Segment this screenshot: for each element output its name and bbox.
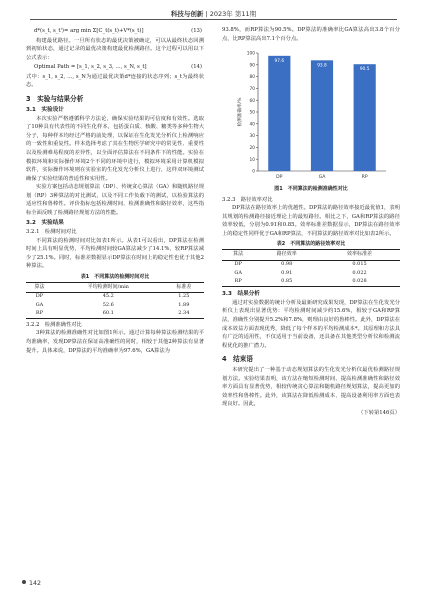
y-tick-label: 40	[249, 122, 255, 128]
table-row	[222, 278, 400, 287]
formula-14-expr: Optimal Path = [s_1, s_2, s_3, …, s_N, s_t]	[34, 64, 147, 71]
table-row	[26, 292, 204, 301]
page-number	[22, 580, 41, 587]
formula-13-expr: d*(s_t, s_t')= arg min Σ[C_t(s_t)+V*(s_t)]	[34, 28, 144, 34]
y-tick-label: 0	[252, 169, 255, 175]
subsection-heading: 3.1 实验设计	[26, 106, 64, 113]
journal-name: 科技与创新	[170, 10, 204, 18]
table-cell: 1.89	[178, 301, 190, 308]
bullet-dot	[22, 580, 26, 584]
y-tick-label: 30	[249, 134, 255, 140]
table-cell: 60.1	[102, 310, 114, 317]
paragraph: 构建最优路径。一旦所有状态的最优决策被确定，可以从最终状态回溯到初始状态，通过记录的最优决策构建最优检测路径。这个过程可以用以下公式表示：	[26, 37, 204, 61]
table-cell: 0.022	[352, 269, 367, 276]
table-row	[26, 310, 204, 319]
table-cell: 2.34	[178, 310, 190, 317]
table-cell: 0.015	[352, 261, 367, 268]
y-tick-label: 50	[249, 110, 255, 116]
continued-note: （下转第146页）	[358, 409, 400, 416]
section-heading: 4 结束语	[222, 355, 253, 364]
y-tick-label: 100	[246, 51, 255, 57]
table-header: 算法	[222, 250, 254, 260]
bar-data-label: 97.6	[274, 58, 285, 64]
subsubsection-heading: 3.2.2 检测准确性对比	[26, 322, 82, 329]
bar-data-label: 93.8	[317, 63, 327, 69]
y-tick-label: 60	[249, 98, 255, 104]
table-cell: RP	[234, 278, 242, 284]
left-column	[26, 26, 204, 355]
table-cell: 1.25	[178, 293, 190, 300]
journal-header: 科技与创新 | 2023年 第11期	[170, 10, 257, 18]
table-header: 路径效率	[254, 250, 319, 260]
table-cell: 0.028	[352, 278, 367, 284]
table-cell: 0.98	[281, 261, 293, 268]
accuracy-chart-svg	[222, 45, 400, 185]
y-tick-label: 70	[249, 87, 255, 93]
table-header: 算法	[26, 282, 53, 292]
paragraph: 不同算法的检测时间对比如表1所示。从表1可以看出，DP算法在检测时间上具有明显优势，平均检测时间较GA算法减少了14.1%，较RP算法减少了25.1%。同时，标准差数据显示DP算法在时间上的稳定性也优于其他2种算法。	[26, 237, 204, 270]
paragraph: 本次实验严格遵循科学方法论，确保实验结果的可信度和有效性。选取了10种具有代表性的不同生化样本，包括蛋白质、核酸、糖类等多种生物大分子，每种样本均经过严格的前处理，以保证在生化发光分析仪上检测响应的一致性和重复性。样本选择考虑了其在生物医学研究中的常见性、重要性以及检测难易程度的差异性，以全面评估算法在不同条件下的性能。实验在模拟环境和实际操作环境2个不同的环境中进行，模拟环境采用计算机模拟软件，实际操作环境则在实验室的生化发光分析仪上进行，这样双环境测试确保了实验结果的普适性和实用性。	[26, 115, 204, 182]
y-axis-label: 检测准确率/%	[238, 97, 243, 127]
y-tick-label: 20	[249, 146, 255, 152]
subsubsection-heading: 3.2.3 路径效率对比	[222, 197, 273, 204]
table-cell: RP	[35, 310, 44, 317]
table-cell: GA	[234, 269, 242, 276]
y-tick-label: 90	[249, 63, 255, 69]
subsection-heading: 3.3 结果分析	[222, 290, 260, 297]
table-cell: GA	[35, 301, 44, 308]
right-column	[222, 26, 400, 417]
paragraph: 3种算法的检测准确性对比如图1所示。通过计算每种算法检测结果的平均准确率，发现DP算法在保证高准确性的同时，相较于其他2种算法有显著提升。具体来说，DP算法的平均准确率为97.6%，GA算法为	[26, 330, 204, 354]
paragraph: 93.8%，而RP算法为90.5%。DP算法的准确率比GA算法高出3.8个百分点，比RP算法高出7.1个百分点。	[222, 27, 400, 42]
bar-rp	[354, 64, 376, 171]
formula-14	[26, 63, 204, 72]
bar-dp	[268, 56, 290, 171]
table-caption: 表1 不同算法的检测时间对比	[80, 273, 150, 280]
paragraph: DP算法在路径效率上的优越性。DP算法的路径效率接近最优值1，表明其规划的检测路径接近理论上的最短路径。相比之下，GA和RP算法的路径效率较低，分别为0.91和0.85。效率标准差数据显示，DP算法在路径效率上的稳定性同样优于GA和RP算法，不同算法的路径效率对比如表2所示。	[222, 205, 400, 237]
paragraph: 式中：s_1, s_2, …, s_N为通过最优决策d*连接的状态序列；s_t为最终状态。	[26, 73, 204, 89]
paragraph: 实验方案包括动态规划算法（DP）、传统贪心算法（GA）和随机路径规划（RP）3种算法的对比测试，以及不同工作负载下的测试，以检验算法的适应性和鲁棒性。评价指标包括检测时间、检测准确性和路径效率，这些指标全面反映了检测路径规划方法的性能。	[26, 184, 204, 216]
table-row	[222, 260, 400, 269]
paragraph: 通过对实验数据的统计分析及最新研究成果发现，DP算法在生化发光分析仪上表现出显著优势：平均检测时间减少约15.6%，相较于GA和RP算法，准确性分别提升5.2%和7.8%，则理由良好的鲁棒性。此外，DP算法在成本效益方面表现优秀，降低了每个样本的平均检测成本*。其原理和方法具有广泛的适用性，不仅适用于当前设备，还具备在其他类型分析仪和检测流程优化的推广潜力。	[222, 299, 400, 349]
figure-caption: 图1 不同算法的检测准确性对比	[274, 186, 348, 193]
table-cell: DP	[234, 261, 242, 268]
table-cell: 0.85	[281, 278, 293, 284]
table-header: 平均检测时间/min	[53, 282, 164, 292]
journal-issue: 2023年 第11期	[209, 10, 257, 18]
table-cell: 52.6	[102, 301, 114, 308]
table-cell: 45.2	[102, 293, 114, 300]
bar-ga	[311, 60, 333, 171]
y-tick-label: 80	[249, 75, 255, 81]
table-row	[222, 269, 400, 277]
bar-data-label: 90.5	[359, 67, 370, 73]
detection-time-table	[26, 282, 204, 319]
header-rule	[30, 19, 397, 20]
page-header	[0, 0, 427, 22]
table-cell: 0.91	[281, 269, 293, 276]
table-header: 标准差	[164, 282, 204, 292]
path-efficiency-table	[222, 249, 400, 286]
formula-13-number: (13)	[191, 28, 202, 34]
accuracy-chart	[222, 45, 400, 185]
table-header: 效率标准差	[319, 250, 400, 260]
paragraph: 本研究提出了一种基于动态规划算法的生化发光分析仪最优检测路径规划方法。实验结果表明，该方法在缩短检测时间、提高检测准确性和路径效率方面具有显著优势，相较传统贪心算法和随机路径规划算法，提高更加的效率性和鲁棒性。此外，该算法在降低检测成本、提高设备利用率方面也表现良好。因此，	[222, 367, 400, 408]
subsubsection-heading: 3.2.1 检测时间对比	[26, 229, 77, 236]
x-tick-label: DP	[276, 175, 283, 181]
x-tick-label: RP	[361, 175, 368, 181]
formula-14-number: (14)	[191, 64, 202, 71]
table-caption: 表2 不同算法的路径效率对比	[276, 241, 346, 248]
y-tick-label: 10	[249, 157, 255, 163]
x-tick-label: GA	[318, 175, 326, 181]
section-heading: 3 实验与结果分析	[26, 94, 84, 103]
table-cell: DP	[35, 293, 44, 300]
formula-13	[26, 27, 204, 36]
page-number-text: 142	[29, 580, 42, 587]
subsection-heading: 3.2 实验结果	[26, 220, 64, 227]
table-row	[26, 301, 204, 309]
